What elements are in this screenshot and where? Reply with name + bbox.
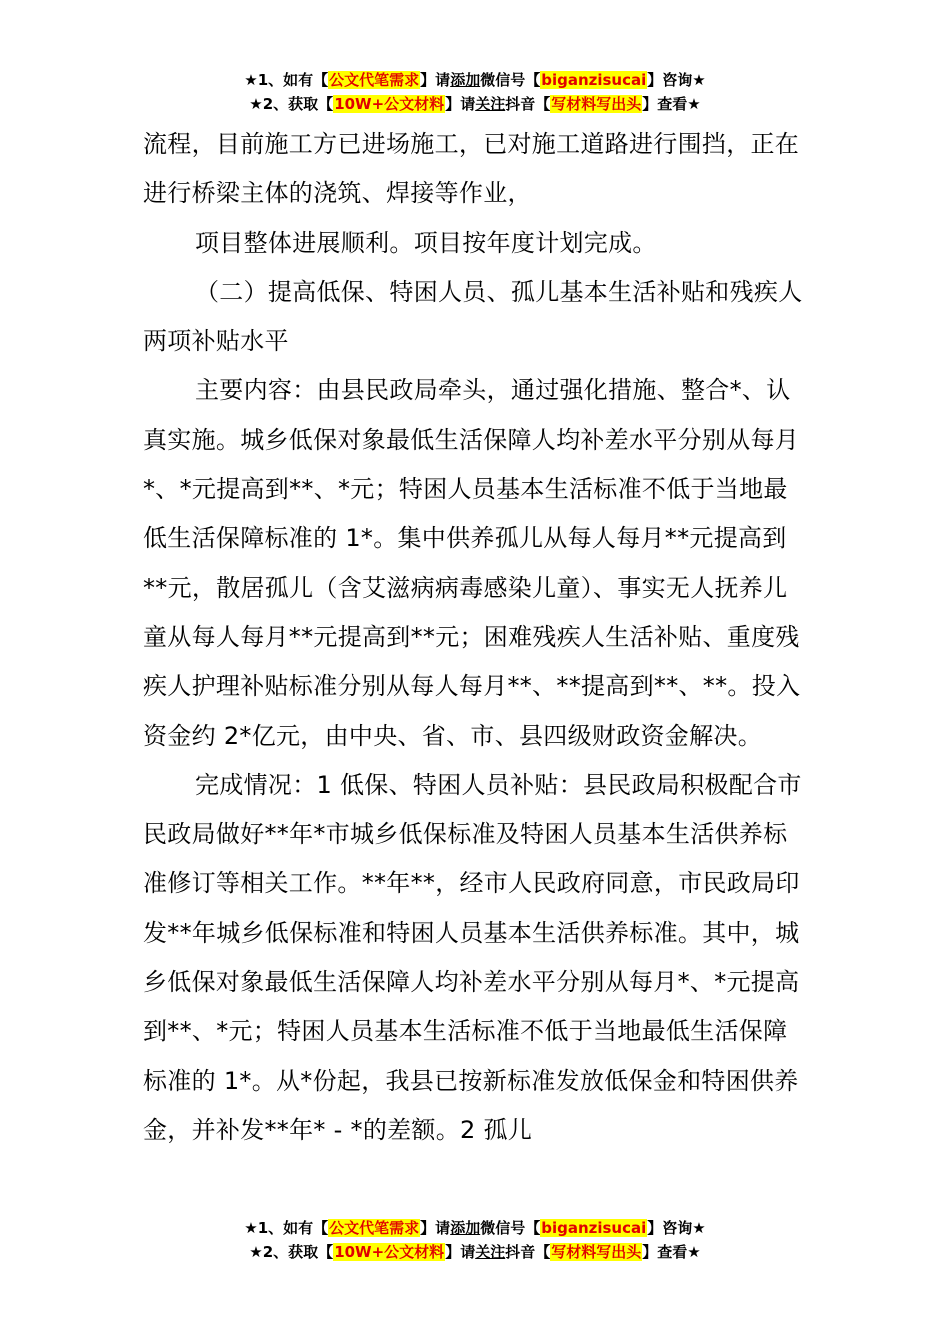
- banner-text: ★2、获取【: [249, 1243, 334, 1261]
- paragraph: 完成情况：1 低保、特困人员补贴：县民政局积极配合市民政局做好**年*市城乡低保标准及特困人员基本生活供养标准修订等相关工作。**年**，经市人民政府同意，市民政局印发**年城乡低保标准和特困人员基本生活供养标准。其中，城乡低保对象最低生活保障人均补差水平分别从每月*、*元提高到**、*元；特困人员基本生活标准不低于当地最低生活保障标准的 1*。从*份起，我县已按新标准发放低保金和特困供养金，并补发**年* - *的差额。2 孤儿: [143, 770, 802, 1144]
- banner-text: ★2、获取【: [249, 95, 334, 113]
- footer-banner: [0, 1216, 950, 1264]
- banner-text: 】咨询★: [647, 71, 706, 89]
- banner-line-2: [0, 1240, 950, 1264]
- banner-highlight: 公文代笔需求: [329, 1219, 420, 1237]
- banner-highlight: biganzisucai: [541, 71, 647, 89]
- banner-text: 】请: [420, 1219, 451, 1237]
- banner-text: ★1、如有【: [244, 71, 329, 89]
- banner-underlined-text: 关注: [475, 1243, 506, 1261]
- banner-underlined-text: 添加: [450, 71, 481, 89]
- banner-text: 】查看★: [642, 1243, 701, 1261]
- paragraph: 流程，目前施工方已进场施工，已对施工道路进行围挡，正在进行桥梁主体的浇筑、焊接等作业，: [143, 130, 800, 208]
- section-heading: （二）提高低保、特困人员、孤儿基本生活补贴和残疾人两项补贴水平: [143, 277, 803, 356]
- banner-highlight: 10W+公文材料: [334, 95, 445, 113]
- banner-underlined-text: 添加: [450, 1219, 481, 1237]
- banner-highlight: biganzisucai: [541, 1219, 647, 1237]
- banner-underlined-text: 关注: [475, 95, 506, 113]
- banner-highlight: 公文代笔需求: [329, 71, 420, 89]
- banner-line-2: [0, 92, 950, 116]
- paragraph: 主要内容：由县民政局牵头，通过强化措施、整合*、认真实施。城乡低保对象最低生活保障人均补差水平分别从每月*、*元提高到**、*元；特困人员基本生活标准不低于当地最低生活保障标准的 1*。集中供养孤儿从每人每月**元提高到**元，散居孤儿（含艾滋病病毒感染儿童）、事实无人抚养儿童从每人每月**元提高到**元；困难残疾人生活补贴、重度残疾人护理补贴标准分别从每人每月**、**提高到**、**。投入资金约 2*亿元，由中央、省、市、县四级财政资金解决。: [143, 376, 801, 750]
- banner-text: 】咨询★: [647, 1219, 706, 1237]
- banner-highlight: 10W+公文材料: [334, 1243, 445, 1261]
- banner-text: 】查看★: [642, 95, 701, 113]
- banner-text: 微信号【: [480, 71, 541, 89]
- banner-line-1: [0, 68, 950, 92]
- paragraph: 项目整体进展顺利。项目按年度计划完成。: [195, 228, 657, 257]
- banner-text: 】请: [420, 71, 451, 89]
- banner-text: ★1、如有【: [244, 1219, 329, 1237]
- banner-line-1: [0, 1216, 950, 1240]
- banner-text: 抖音【: [505, 1243, 551, 1261]
- header-banner: [0, 68, 950, 116]
- banner-text: 微信号【: [480, 1219, 541, 1237]
- banner-text: 抖音【: [505, 95, 551, 113]
- banner-text: 】请: [445, 1243, 476, 1261]
- banner-highlight: 写材料写出头: [551, 1243, 642, 1261]
- document-body: [143, 120, 808, 1155]
- banner-text: 】请: [445, 95, 476, 113]
- banner-highlight: 写材料写出头: [551, 95, 642, 113]
